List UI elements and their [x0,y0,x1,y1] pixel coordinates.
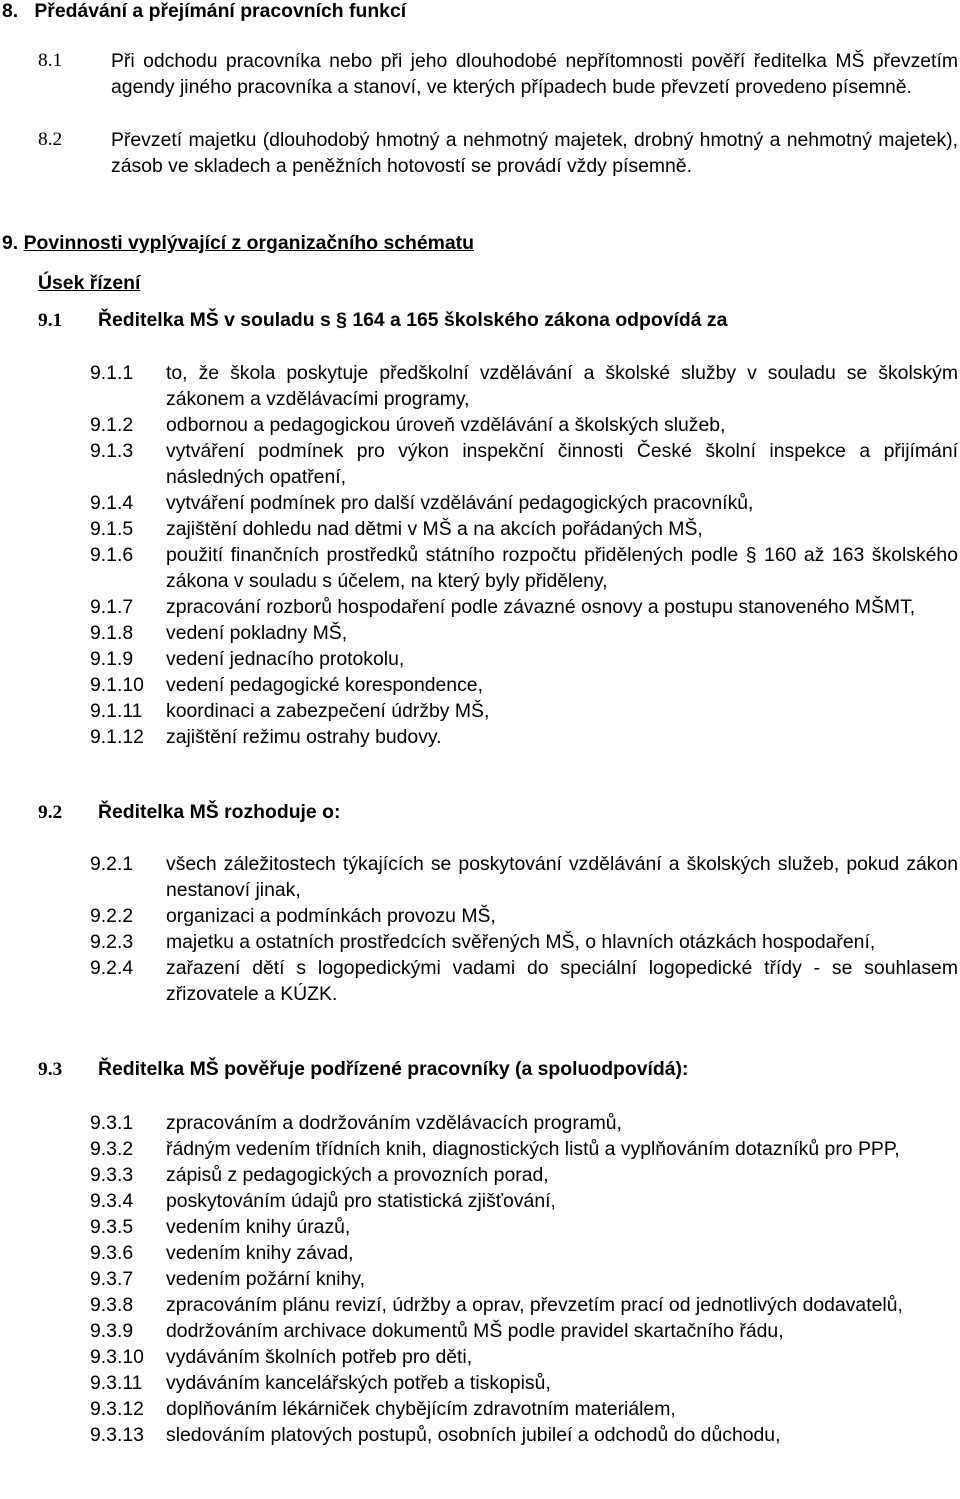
item-number: 9.3.10 [90,1346,144,1368]
paragraph-number: 8.2 [38,129,63,150]
list-item [90,490,958,516]
item-text: vedení pedagogické korespondence, [166,674,483,696]
item-number: 9.1.8 [90,622,134,644]
section-number: 9.1 [38,310,63,331]
section-number: 9.3 [38,1059,63,1080]
section-8-number: 8. [2,0,19,22]
item-text: organizaci a podmínkách provozu MŠ, [166,905,496,927]
list-item [90,851,958,903]
list-item [90,1188,958,1214]
list-item [90,542,958,594]
list-item [90,412,958,438]
item-text: zpracováním a dodržováním vzdělávacích programů, [166,1112,622,1134]
list-9-3 [90,1110,958,1448]
list-item [90,1214,958,1240]
item-text: sledováním platových postupů, osobních jubileí a odchodů do důchodu, [166,1424,781,1446]
item-number: 9.1.3 [90,440,134,462]
item-number: 9.3.1 [90,1112,134,1134]
item-number: 9.2.3 [90,931,134,953]
item-text: vedení pokladny MŠ, [166,622,348,644]
item-number: 9.1.9 [90,648,134,670]
list-item [90,929,958,955]
item-number: 9.3.11 [90,1372,143,1394]
list-item [90,1162,958,1188]
item-number: 9.2.4 [90,957,134,979]
list-item [90,955,958,1007]
item-number: 9.3.6 [90,1242,134,1264]
item-text: zpracování rozborů hospodaření podle závazné osnovy a postupu stanoveného MŠMT, [166,596,916,618]
list-item [90,1110,958,1136]
list-item [90,724,958,750]
item-number: 9.1.12 [90,726,144,748]
item-text: to, že škola poskytuje předškolní vzdělávání a školské služby v souladu se školským zákonem a vzdělávacími programy, [166,362,958,410]
list-9-2 [90,851,958,1007]
list-9-1 [90,360,958,750]
list-item [90,438,958,490]
item-text: vytváření podmínek pro další vzdělávání pedagogických pracovníků, [166,492,754,514]
paragraph-8-2 [38,127,958,179]
section-9-title: Povinnosti vyplývající z organizačního schématu [23,232,474,254]
list-item [90,516,958,542]
section-9-number: 9. [2,232,19,254]
list-item [90,646,958,672]
item-number: 9.1.2 [90,414,134,436]
item-text: odbornou a pedagogickou úroveň vzdělávání a školských služeb, [166,414,726,436]
list-item [90,594,958,620]
paragraph-8-1 [38,48,958,100]
item-number: 9.3.12 [90,1398,144,1420]
list-item [90,1136,958,1162]
item-number: 9.1.6 [90,544,134,566]
item-text: vedením knihy úrazů, [166,1216,351,1238]
paragraph-number: 8.1 [38,50,63,71]
item-text: vytváření podmínek pro výkon inspekční činnosti České školní inspekce a přijímání následných opatření, [166,440,958,488]
item-text: zápisů z pedagogických a provozních porad, [166,1164,549,1186]
list-item [90,1422,958,1448]
item-text: poskytováním údajů pro statistická zjišťování, [166,1190,556,1212]
item-text: zajištění režimu ostrahy budovy. [166,726,442,748]
item-number: 9.2.2 [90,905,134,927]
item-number: 9.1.5 [90,518,134,540]
list-item [90,1344,958,1370]
item-number: 9.1.1 [90,362,134,384]
item-text: použití finančních prostředků státního rozpočtu přidělených podle § 160 až 163 školského zákona v souladu s účelem, na který byly přiděleny, [166,544,958,592]
paragraph-text: Při odchodu pracovníka nebo při jeho dlouhodobé nepřítomnosti pověří ředitelka MŠ převzetím agendy jiného pracovníka a stanoví, ve kterých případech bude převzetí provedeno písemně. [111,50,958,98]
list-item [90,1318,958,1344]
list-item [90,1396,958,1422]
item-number: 9.1.4 [90,492,134,514]
item-text: zpracováním plánu revizí, údržby a oprav, převzetím prací od jednotlivých dodavatelů, [166,1294,903,1316]
section-title: Ředitelka MŠ pověřuje podřízené pracovníky (a spoluodpovídá): [98,1058,689,1080]
list-item [90,360,958,412]
list-item [90,1266,958,1292]
item-number: 9.2.1 [90,853,134,875]
item-number: 9.3.3 [90,1164,134,1186]
list-item [90,1240,958,1266]
section-8-heading [2,0,960,23]
item-number: 9.3.13 [90,1424,144,1446]
item-text: vedením knihy závad, [166,1242,354,1264]
item-text: koordinaci a zabezpečení údržby MŠ, [166,700,490,722]
item-number: 9.1.7 [90,596,134,618]
item-text: zajištění dohledu nad dětmi v MŠ a na akcích pořádaných MŠ, [166,518,703,540]
list-item [90,1370,958,1396]
section-number: 9.2 [38,802,63,823]
item-number: 9.3.7 [90,1268,134,1290]
item-text: majetku a ostatních prostředcích svěřených MŠ, o hlavních otázkách hospodaření, [166,931,876,953]
item-number: 9.1.11 [90,700,143,722]
section-9-heading [2,232,960,255]
section-9-2-heading [38,801,340,824]
item-text: dodržováním archivace dokumentů MŠ podle pravidel skartačního řádu, [166,1320,784,1342]
item-number: 9.3.2 [90,1138,134,1160]
item-text: všech záležitostech týkajících se poskytování vzdělávání a školských služeb, pokud zákon nestanoví jinak, [166,853,958,901]
item-text: řádným vedením třídních knih, diagnostických listů a vyplňováním dotazníků pro PPP, [166,1138,900,1160]
list-item [90,672,958,698]
list-item [90,903,958,929]
item-text: vydáváním školních potřeb pro děti, [166,1346,473,1368]
section-title: Ředitelka MŠ rozhoduje o: [98,801,341,823]
section-title: Ředitelka MŠ v souladu s § 164 a 165 školského zákona odpovídá za [98,309,728,331]
item-number: 9.3.5 [90,1216,134,1238]
section-9-3-heading [38,1058,688,1081]
list-item [90,1292,958,1318]
item-number: 9.1.10 [90,674,144,696]
subsection-title: Úsek řízení [38,272,141,294]
item-text: vedení jednacího protokolu, [166,648,405,670]
item-number: 9.3.4 [90,1190,134,1212]
item-number: 9.3.8 [90,1294,134,1316]
item-number: 9.3.9 [90,1320,134,1342]
list-item [90,698,958,724]
section-8-title: Předávání a přejímání pracovních funkcí [34,0,407,22]
item-text: zařazení dětí s logopedickými vadami do speciální logopedické třídy - se souhlasem zřizovatele a KÚZK. [166,957,958,1005]
item-text: vedením požární knihy, [166,1268,366,1290]
item-text: vydáváním kancelářských potřeb a tiskopisů, [166,1372,551,1394]
item-text: doplňováním lékárniček chybějícím zdravotním materiálem, [166,1398,676,1420]
section-9-1-heading [38,309,727,332]
list-item [90,620,958,646]
paragraph-text: Převzetí majetku (dlouhodobý hmotný a nehmotný majetek, drobný hmotný a nehmotný majetek), zásob ve skladech a peněžních hotovostí se provádí vždy písemně. [111,129,958,177]
